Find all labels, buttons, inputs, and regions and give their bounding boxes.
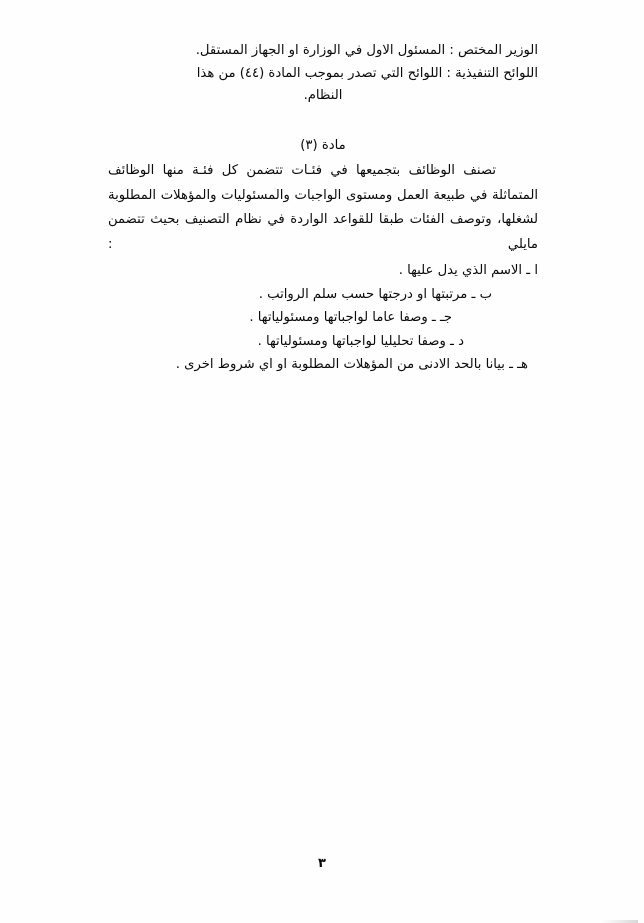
clause-list: [108, 259, 538, 377]
clause-item: د ـ وصفا تحليليا لواجباتها ومسئولياتها .: [257, 333, 464, 349]
paragraph-text: تصنف الوظائف بتجميعها في فئـات تتضمن كل فئـة منها الوظائف المتماثلة في طبيعة العمل ومستوى الواجبات والمسئوليات والمؤهلات المطلوبة لشغلها، وتوصف الفئات طبقا للقواعد الواردة في نظام التصنيف بحيث تتضمن مايلي :: [108, 163, 538, 252]
page-content: [108, 40, 538, 377]
clause-item: هـ ـ بيانا بالحد الادنى من المؤهلات المطلوبة او اي شروط اخرى .: [175, 357, 528, 373]
definition-text: اللوائح التي تصدر بموجب المادة (٤٤) من هذا: [196, 65, 443, 81]
article-heading: مادة (٣): [300, 138, 346, 154]
definition-separator: :: [449, 43, 454, 58]
definitions-block: [108, 40, 538, 108]
definition-row: [108, 63, 538, 86]
definition-term: اللوائح التنفيذية: [455, 65, 538, 81]
page-number: ٣: [318, 856, 326, 871]
definition-term: الوزير المختص: [458, 43, 538, 58]
definition-text: المسئول الاول في الوزارة او الجهاز المستقل.: [195, 43, 446, 58]
definition-row: [108, 40, 538, 63]
definition-separator: :: [446, 65, 451, 81]
clause-item: ب ـ مرتبتها او درجتها حسب سلم الرواتب .: [258, 286, 492, 302]
clause-item: ا ـ الاسم الذي يدل عليها .: [398, 263, 538, 279]
definition-text-continuation: النظام.: [303, 88, 343, 104]
article-paragraph: [108, 159, 538, 257]
clause-item: جـ ـ وصفا عاما لواجباتها ومسئولياتها .: [249, 310, 452, 326]
